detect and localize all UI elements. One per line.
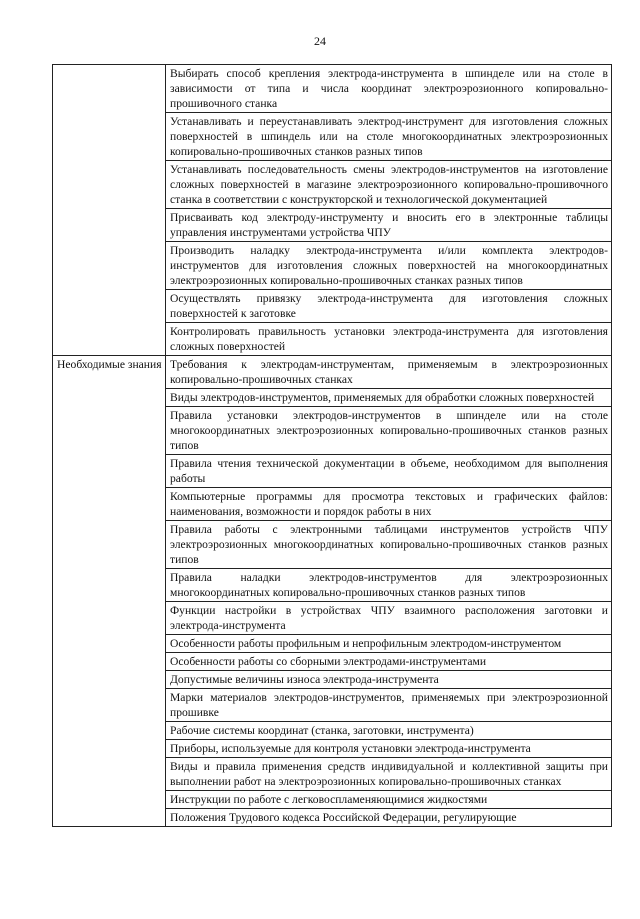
item-text: Функции настройки в устройствах ЧПУ взаимного расположения заготовки и электрода-инструмента	[170, 604, 608, 632]
table-body	[53, 65, 612, 827]
item-cell	[166, 740, 612, 758]
item-text: Правила чтения технической документации в объеме, необходимом для выполнения работы	[170, 457, 608, 485]
item-cell	[166, 569, 612, 602]
item-text: Осуществлять привязку электрода-инструмента для изготовления сложных поверхностей к заготовке	[170, 292, 608, 320]
item-text: Правила установки электродов-инструментов в шпинделе или на столе многокоординатных электроэрозионных копировально-прошивочных станков разных типов	[170, 409, 608, 452]
item-cell	[166, 809, 612, 827]
item-text: Требования к электродам-инструментам, применяемым в электроэрозионных копировально-прошивочных станках	[170, 358, 608, 386]
item-text: Допустимые величины износа электрода-инструмента	[170, 673, 439, 686]
table-row	[53, 65, 612, 113]
item-cell	[166, 689, 612, 722]
item-text: Особенности работы профильным и непрофильным электродом-инструментом	[170, 637, 562, 650]
item-text: Виды и правила применения средств индивидуальной и коллективной защиты при выполнении работ на электроэрозионных копировально-прошивочных станках	[170, 760, 608, 788]
item-cell	[166, 791, 612, 809]
item-cell	[166, 113, 612, 161]
requirements-table	[52, 64, 612, 827]
item-text: Правила наладки электродов-инструментов для электроэрозионных многокоординатных копировально-прошивочных станков разных типов	[170, 571, 608, 599]
item-cell	[166, 455, 612, 488]
item-text: Правила работы с электронными таблицами инструментов устройств ЧПУ электроэрозионных многокоординатных копировально-прошивочных станков разных типов	[170, 523, 608, 566]
item-text: Компьютерные программы для просмотра текстовых и графических файлов: наименования, возможности и порядок работы в них	[170, 490, 608, 518]
item-text: Устанавливать и переустанавливать электрод-инструмент для изготовления сложных поверхностей в шпиндель или на столе многокоординатных электроэрозионных копировально-прошивочных станков разных типов	[170, 115, 608, 158]
item-text: Производить наладку электрода-инструмента и/или комплекта электродов-инструментов для изготовления сложных поверхностей на многокоординатных электроэрозионных копировально-прошивочных станках разных типов	[170, 244, 608, 287]
item-cell	[166, 758, 612, 791]
table-row	[53, 356, 612, 389]
item-cell	[166, 389, 612, 407]
section-label: Необходимые знания	[57, 358, 162, 371]
item-text: Рабочие системы координат (станка, заготовки, инструмента)	[170, 724, 474, 737]
item-text: Марки материалов электродов-инструментов, применяемых при электроэрозионной прошивке	[170, 691, 608, 719]
section-label-cell	[53, 65, 166, 356]
item-cell	[166, 323, 612, 356]
item-cell	[166, 635, 612, 653]
item-cell	[166, 488, 612, 521]
item-cell	[166, 521, 612, 569]
item-cell	[166, 290, 612, 323]
page-number: 24	[314, 34, 326, 48]
item-text: Виды электродов-инструментов, применяемых для обработки сложных поверхностей	[170, 391, 595, 404]
item-text: Приборы, используемые для контроля установки электрода-инструмента	[170, 742, 531, 755]
item-cell	[166, 722, 612, 740]
item-text: Положения Трудового кодекса Российской Федерации, регулирующие	[170, 811, 517, 824]
section-label-cell	[53, 356, 166, 827]
item-text: Устанавливать последовательность смены электродов-инструментов на изготовление сложных поверхностей в магазине электроэрозионного копировально-прошивочного станка в соответствии с конструкторской и технологической документацией	[170, 163, 608, 206]
item-cell	[166, 407, 612, 455]
item-text: Инструкции по работе с легковоспламеняющимися жидкостями	[170, 793, 488, 806]
item-cell	[166, 671, 612, 689]
item-text: Особенности работы со сборными электродами-инструментами	[170, 655, 487, 668]
item-cell	[166, 161, 612, 209]
item-cell	[166, 209, 612, 242]
item-text: Выбирать способ крепления электрода-инструмента в шпинделе или на столе в зависимости от типа и числа координат электроэрозионного копировально-прошивочного станка	[170, 67, 608, 110]
item-cell	[166, 242, 612, 290]
item-cell	[166, 602, 612, 635]
item-cell	[166, 356, 612, 389]
item-text: Присваивать код электроду-инструменту и вносить его в электронные таблицы управления инструментами устройства ЧПУ	[170, 211, 608, 239]
item-cell	[166, 653, 612, 671]
item-cell	[166, 65, 612, 113]
item-text: Контролировать правильность установки электрода-инструмента для изготовления сложных поверхностей	[170, 325, 608, 353]
